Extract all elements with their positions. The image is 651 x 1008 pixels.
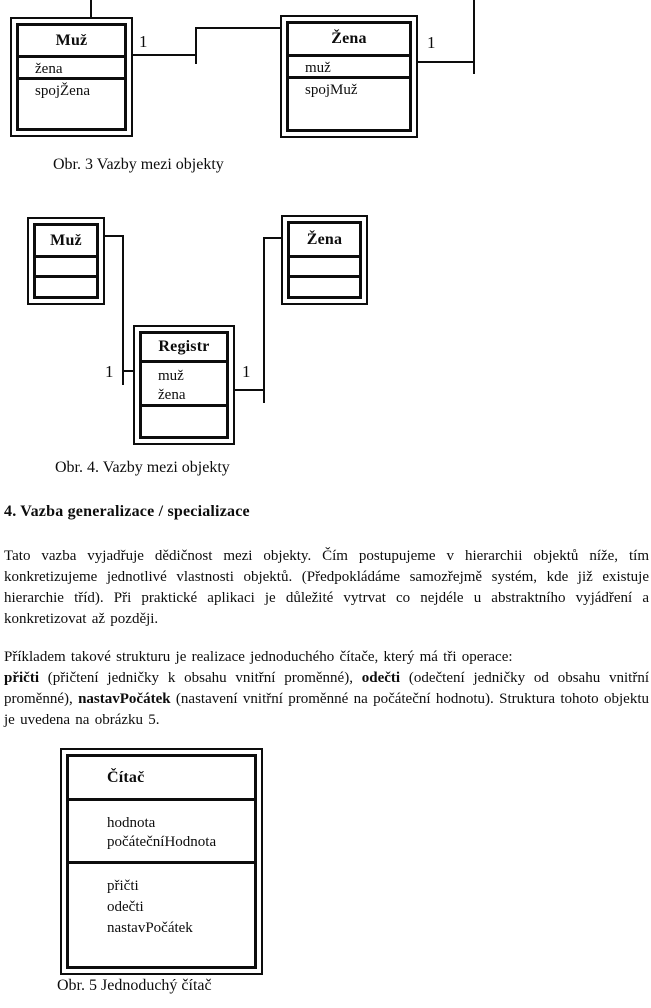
class-name: Žena: [289, 24, 409, 57]
figure-caption: Obr. 4. Vazby mezi objekty: [55, 459, 230, 476]
class-box-registr: [133, 325, 235, 445]
empty-compartment: [36, 278, 96, 296]
multiplicity-label: 1: [105, 362, 114, 381]
term-odecti: odečti: [361, 670, 401, 686]
class-box-zena: [280, 15, 418, 138]
empty-compartment: [290, 278, 359, 296]
class-name: Muž: [36, 226, 96, 258]
class-attribute: muž: [158, 368, 184, 384]
class-attribute: žena: [158, 387, 186, 403]
class-method: přičti: [107, 878, 139, 894]
term-nastavpocatek: nastavPočátek: [78, 691, 171, 707]
association-line: [263, 237, 265, 403]
class-attribute: žena: [19, 58, 124, 80]
association-line: [90, 0, 92, 18]
class-methods: [69, 864, 254, 966]
class-method: odečti: [107, 899, 144, 915]
section-heading: 4. Vazba generalizace / specializace: [4, 503, 250, 520]
empty-compartment: [142, 407, 226, 436]
multiplicity-label: 1: [139, 32, 148, 51]
class-attribute: hodnota: [107, 815, 156, 831]
association-line: [195, 27, 197, 64]
class-box-muz: [10, 17, 133, 137]
multiplicity-label: 1: [242, 362, 251, 381]
term-pricti: přičti: [4, 670, 39, 686]
class-name: Registr: [142, 334, 226, 363]
association-line: [133, 54, 197, 56]
empty-compartment: [36, 258, 96, 278]
empty-compartment: [290, 258, 359, 278]
figure-caption: Obr. 3 Vazby mezi objekty: [53, 156, 224, 173]
paragraph-counter-example: Příkladem takové strukturu je realizace jednoduchého čítače, který má tři operace: přičti (přičtení jedničky k obsahu vnitřní proměnné), odečti (odečtení jedničky od obsahu vnitřní proměnné), nastavPočátek (nastavení vnitřní proměnné na počáteční hodnotu). Struktura tohoto objektu je uvedena na obrázku 5.: [4, 649, 649, 728]
association-line: [416, 61, 475, 63]
class-attributes: [69, 801, 254, 864]
association-line: [122, 235, 124, 385]
class-method: spojMuž: [305, 82, 358, 98]
class-name: Čítač: [69, 757, 254, 801]
paragraph-lead: Příkladem takové strukturu je realizace jednoduchého čítače, který má tři operace:: [4, 649, 513, 665]
association-line: [195, 27, 282, 29]
association-line: [235, 389, 265, 391]
class-box-citac: [60, 748, 263, 975]
association-line: [264, 237, 281, 239]
class-attribute: počátečníHodnota: [107, 834, 217, 850]
association-line: [473, 0, 475, 74]
class-name: Žena: [290, 224, 359, 258]
paragraph-generalization: Tato vazba vyjadřuje dědičnost mezi objekty. Čím postupujeme v hierarchii objektů níže, tím konkretizujeme jednotlivé vlastnosti objektů. (Předpokládáme samozřejmě systém, kde již existuje hierarchie tříd). Při praktické aplikaci je důležité vytrvat co nejdéle u abstraktního vyjádření a konkretizovat až později.: [4, 548, 649, 627]
class-attributes: [142, 363, 226, 407]
class-box-muz: [27, 217, 105, 305]
multiplicity-label: 1: [427, 33, 436, 52]
class-name: Muž: [19, 26, 124, 58]
class-method: spojŽena: [35, 83, 90, 99]
figure-caption: Obr. 5 Jednoduchý čítač: [57, 977, 212, 994]
class-box-zena: [281, 215, 368, 305]
class-attribute: muž: [289, 57, 409, 79]
class-method: nastavPočátek: [107, 920, 193, 936]
